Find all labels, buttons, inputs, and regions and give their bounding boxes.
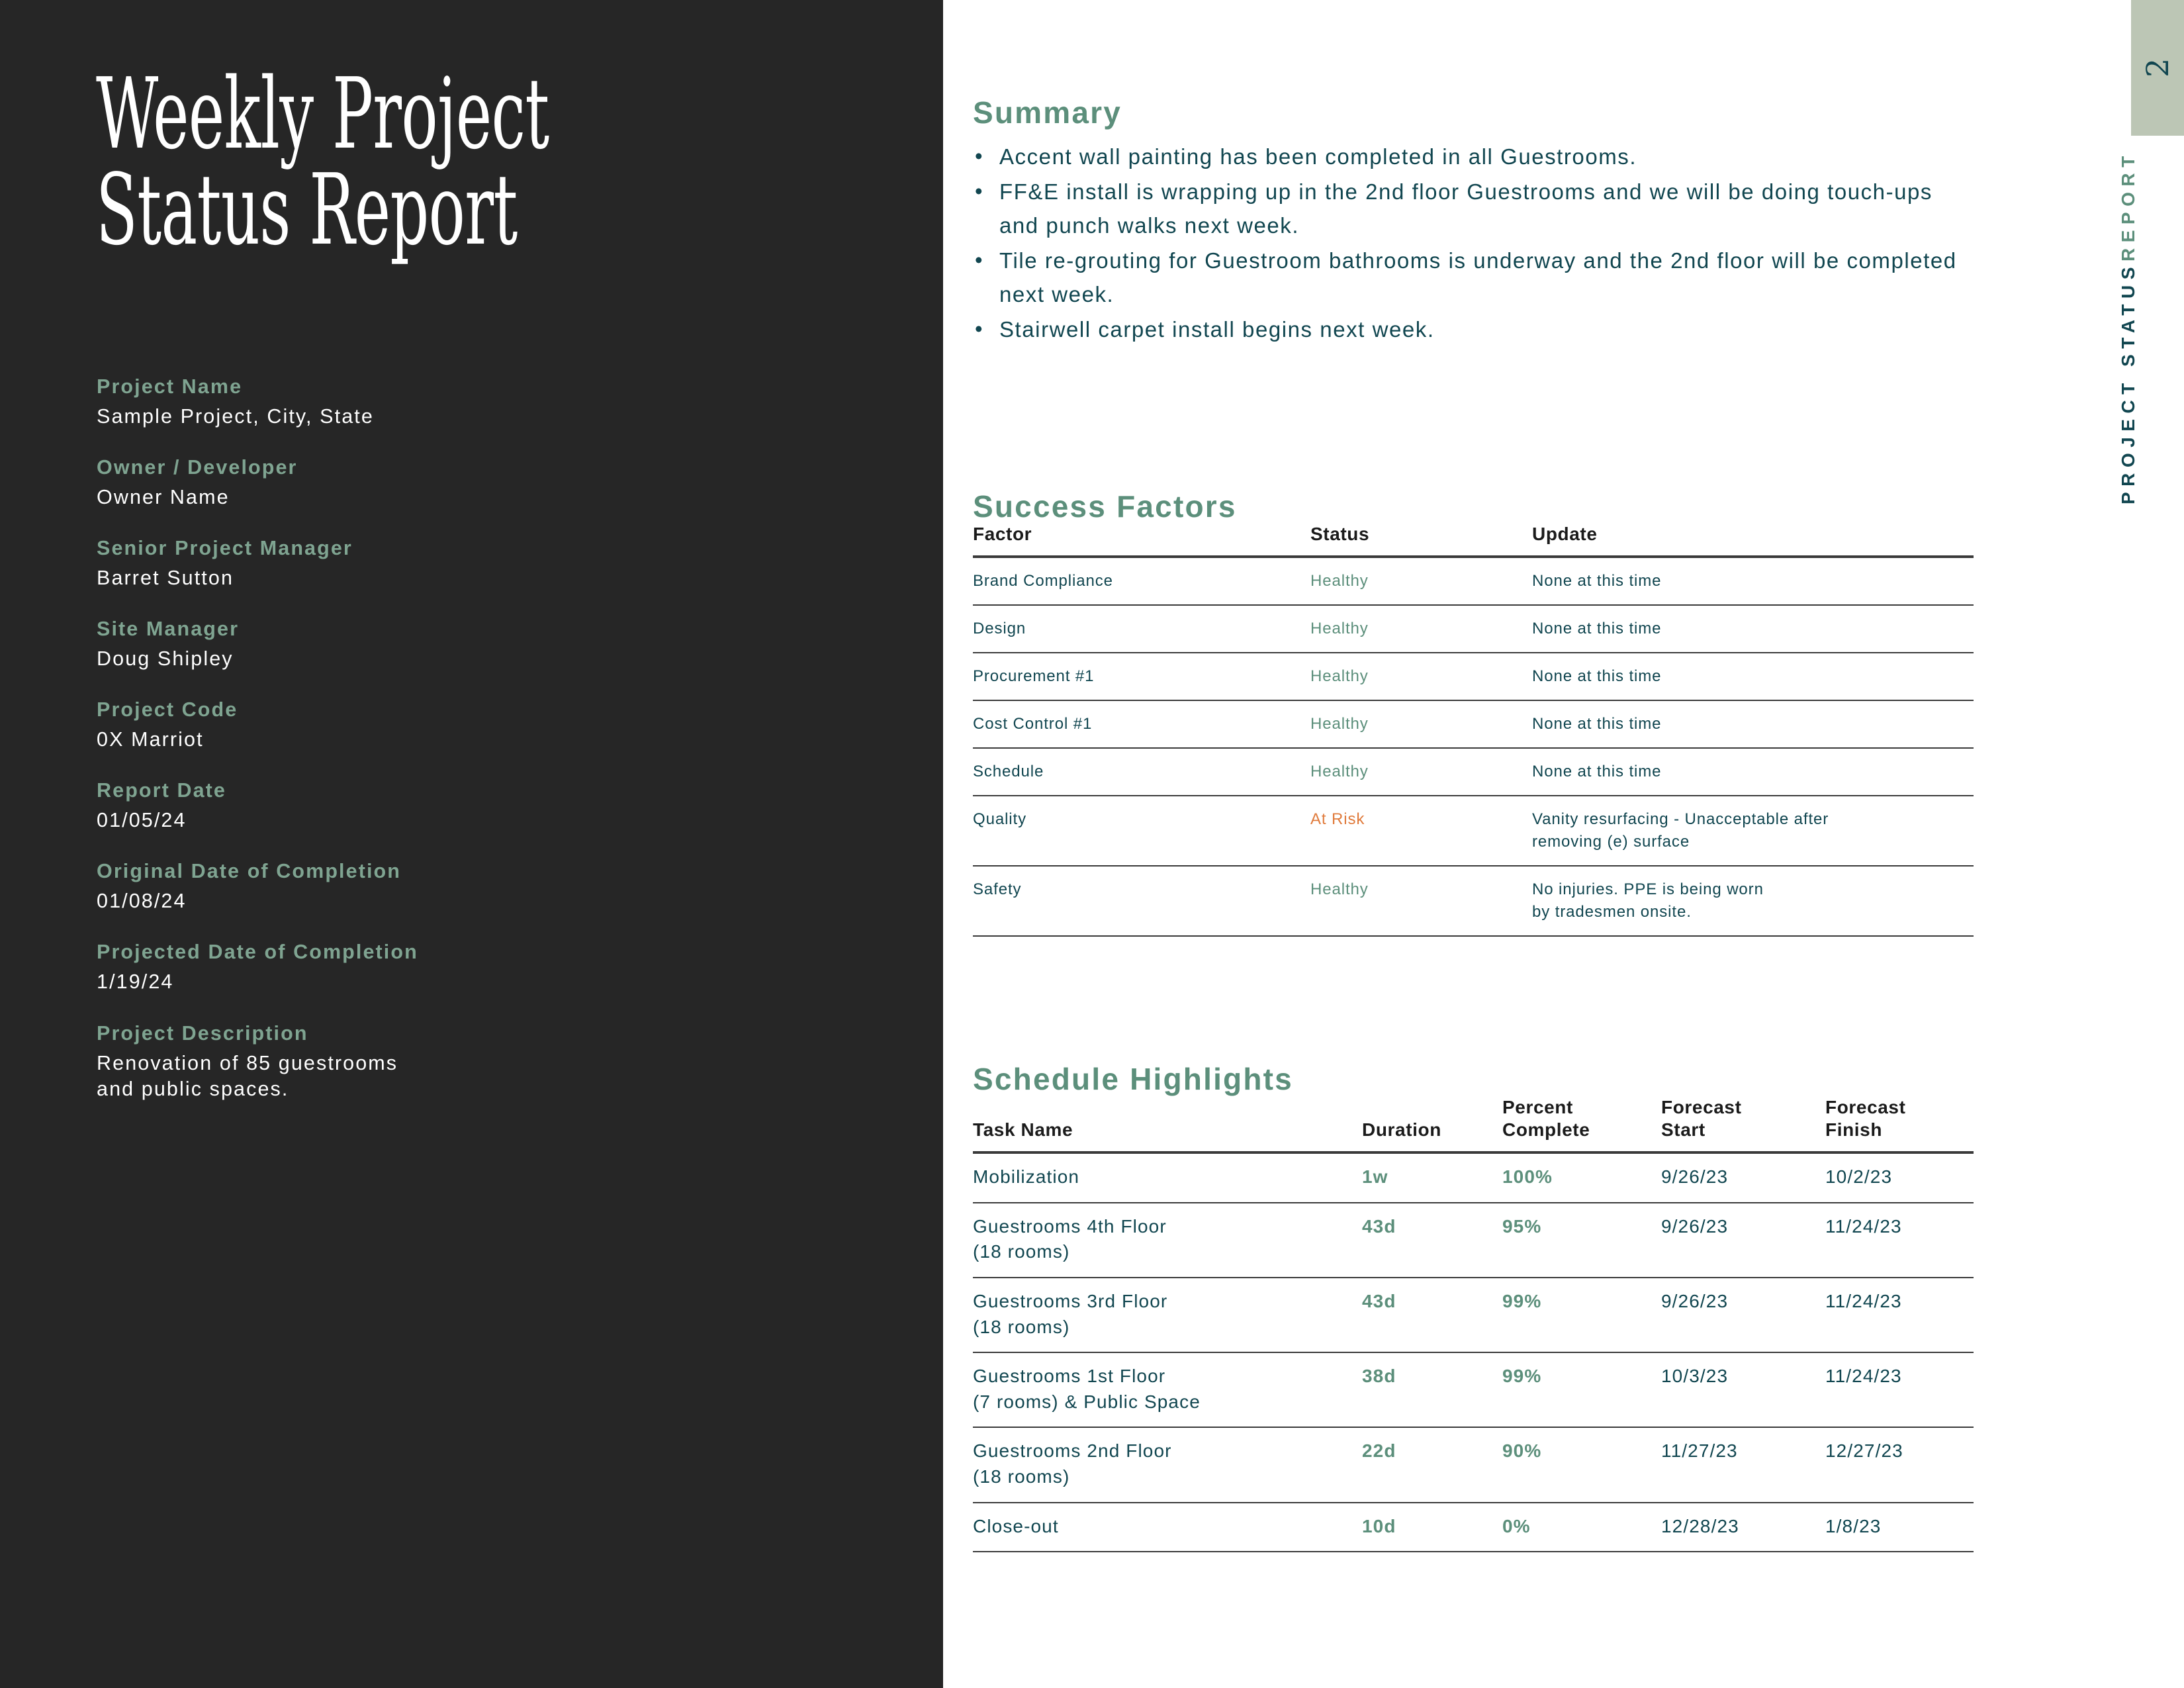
meta-label: Senior Project Manager (97, 537, 353, 560)
meta-value: 01/05/24 (97, 809, 187, 832)
table-row (973, 557, 1974, 605)
page-title-line-1: Weekly Project (96, 57, 549, 171)
cell-task-name (973, 1352, 1362, 1427)
cell-factor: Cost Control #1 (973, 700, 1310, 748)
column-header-percent-complete (1502, 1096, 1661, 1152)
table-row (973, 1503, 1974, 1552)
cell-percent-complete: 90% (1502, 1427, 1661, 1502)
column-header-line-2: Finish (1825, 1119, 1883, 1141)
meta-value-line-1: Renovation of 85 guestrooms (97, 1051, 398, 1074)
cell-update (1532, 866, 1974, 936)
list-item-text: Stairwell carpet install begins next week. (999, 317, 1435, 342)
meta-field-site-manager (97, 616, 851, 672)
list-item (973, 140, 1979, 173)
meta-value (97, 1051, 851, 1102)
cell-forecast-start: 11/27/23 (1661, 1427, 1825, 1502)
cell-task-line-2: (18 rooms) (973, 1316, 1070, 1337)
table-row (973, 1278, 1974, 1352)
meta-value: Doug Shipley (97, 647, 234, 671)
status-badge: Healthy (1310, 700, 1532, 748)
column-header-update: Update (1532, 524, 1974, 557)
cell-update-line-1: None at this time (1532, 571, 1662, 590)
column-header-line-1: Forecast (1661, 1096, 1742, 1117)
meta-label: Projected Date of Completion (97, 941, 418, 964)
project-meta-list (97, 374, 851, 1127)
cell-update-line-2: removing (e) surface (1532, 833, 1690, 851)
schedule-highlights-section (973, 1062, 1979, 1552)
rail-label-green: REPORT (2118, 150, 2138, 262)
cell-percent-complete: 99% (1502, 1278, 1661, 1352)
report-content (973, 0, 1979, 1688)
cell-update-line-1: No injuries. PPE is being worn (1532, 880, 1764, 899)
cell-task-name (973, 1152, 1362, 1203)
meta-label: Report Date (97, 779, 226, 802)
cell-duration: 38d (1362, 1352, 1502, 1427)
page-rail (2118, 0, 2184, 1688)
meta-label: Owner / Developer (97, 456, 298, 479)
cell-percent-complete: 95% (1502, 1203, 1661, 1278)
meta-value: Sample Project, City, State (97, 405, 374, 428)
meta-field-report-date (97, 778, 851, 833)
column-header-status: Status (1310, 524, 1532, 557)
column-header-line-2: Complete (1502, 1119, 1590, 1141)
meta-label: Project Description (97, 1021, 308, 1045)
cell-forecast-finish: 10/2/23 (1825, 1152, 1974, 1203)
table-row (973, 653, 1974, 700)
cell-duration: 10d (1362, 1503, 1502, 1552)
table-row (973, 748, 1974, 796)
meta-label: Project Name (97, 375, 243, 398)
table-row (973, 866, 1974, 936)
cell-forecast-finish: 12/27/23 (1825, 1427, 1974, 1502)
cell-forecast-start: 9/26/23 (1661, 1278, 1825, 1352)
table-row (973, 700, 1974, 748)
cell-task-line-2: (18 rooms) (973, 1241, 1070, 1262)
meta-field-original-completion (97, 859, 851, 914)
column-header-line-1: Forecast (1825, 1096, 1906, 1117)
cell-duration: 43d (1362, 1278, 1502, 1352)
meta-value-line-2: and public spaces. (97, 1077, 289, 1100)
status-badge: Healthy (1310, 653, 1532, 700)
cell-forecast-start: 10/3/23 (1661, 1352, 1825, 1427)
cell-task-line-1: Guestrooms 4th Floor (973, 1215, 1167, 1237)
meta-field-owner-developer (97, 455, 851, 510)
table-row (973, 1352, 1974, 1427)
table-row (973, 605, 1974, 653)
cell-task-line-1: Guestrooms 1st Floor (973, 1366, 1166, 1387)
cell-update-line-1: None at this time (1532, 762, 1662, 780)
cell-task-name (973, 1278, 1362, 1352)
table-header-row (973, 1096, 1974, 1152)
table-row (973, 796, 1974, 866)
left-info-panel (0, 0, 943, 1688)
cell-percent-complete: 100% (1502, 1152, 1661, 1203)
page-title (96, 57, 580, 267)
list-item-text: Accent wall painting has been completed in all Guestrooms. (999, 144, 1637, 169)
bullet-icon: • (975, 248, 984, 273)
meta-value: 1/19/24 (97, 970, 174, 994)
cell-forecast-finish: 11/24/23 (1825, 1278, 1974, 1352)
status-badge: Healthy (1310, 748, 1532, 796)
meta-value: Barret Sutton (97, 567, 234, 590)
cell-factor: Brand Compliance (973, 557, 1310, 605)
column-header-line-1: Percent (1502, 1096, 1573, 1117)
column-header-factor: Factor (973, 524, 1310, 557)
schedule-highlights-heading: Schedule Highlights (973, 1062, 1293, 1096)
column-header-forecast-start (1661, 1096, 1825, 1152)
cell-task-name (973, 1503, 1362, 1552)
page-title-line-2: Status Report (96, 153, 518, 267)
list-item-text: FF&E install is wrapping up in the 2nd floor Guestrooms and we will be doing touch-ups and punch walks next week. (999, 179, 1933, 238)
summary-section (973, 96, 1979, 349)
table-row (973, 1427, 1974, 1502)
cell-task-line-1: Close-out (973, 1515, 1059, 1536)
cell-task-line-2: (7 rooms) & Public Space (973, 1391, 1201, 1412)
cell-task-line-1: Guestrooms 3rd Floor (973, 1290, 1168, 1311)
list-item (973, 244, 1979, 311)
column-header-duration: Duration (1362, 1096, 1502, 1152)
summary-heading: Summary (973, 95, 1122, 130)
cell-forecast-finish: 1/8/23 (1825, 1503, 1974, 1552)
status-badge: Healthy (1310, 557, 1532, 605)
meta-label: Original Date of Completion (97, 860, 401, 883)
bullet-icon: • (975, 179, 984, 204)
status-badge: Healthy (1310, 866, 1532, 936)
status-badge: Healthy (1310, 605, 1532, 653)
column-header-task-name: Task Name (973, 1096, 1362, 1152)
summary-bullet-list (973, 140, 1979, 347)
rail-label (2118, 142, 2184, 513)
meta-label: Site Manager (97, 618, 240, 641)
bullet-icon: • (975, 143, 984, 168)
cell-task-line-1: Mobilization (973, 1166, 1080, 1188)
cell-update (1532, 748, 1974, 796)
rail-label-dark: PROJECT STATUS (2118, 261, 2138, 505)
cell-forecast-start: 12/28/23 (1661, 1503, 1825, 1552)
cell-update-line-1: Vanity resurfacing - Unacceptable after (1532, 810, 1829, 828)
list-item (973, 313, 1979, 346)
meta-field-project-name (97, 374, 851, 430)
meta-field-projected-completion (97, 939, 851, 995)
meta-label: Project Code (97, 698, 238, 722)
list-item (973, 175, 1979, 242)
cell-forecast-start: 9/26/23 (1661, 1152, 1825, 1203)
meta-value: Owner Name (97, 486, 230, 509)
cell-update (1532, 605, 1974, 653)
cell-update (1532, 653, 1974, 700)
cell-update-line-1: None at this time (1532, 619, 1662, 637)
cell-update-line-1: None at this time (1532, 667, 1662, 685)
table-row (973, 1152, 1974, 1203)
meta-field-senior-project-manager (97, 536, 851, 591)
cell-factor: Procurement #1 (973, 653, 1310, 700)
column-header-forecast-finish (1825, 1096, 1974, 1152)
bullet-icon: • (975, 316, 984, 342)
meta-field-project-code (97, 697, 851, 753)
status-badge: At Risk (1310, 796, 1532, 866)
cell-task-line-2: (18 rooms) (973, 1466, 1070, 1487)
cell-update-line-1: None at this time (1532, 714, 1662, 733)
success-factors-table (973, 524, 1974, 937)
cell-task-name (973, 1203, 1362, 1278)
cell-percent-complete: 0% (1502, 1503, 1661, 1552)
cell-factor: Safety (973, 866, 1310, 936)
cell-duration: 43d (1362, 1203, 1502, 1278)
cell-factor: Schedule (973, 748, 1310, 796)
meta-value: 0X Marriot (97, 728, 204, 751)
cell-task-line-1: Guestrooms 2nd Floor (973, 1440, 1172, 1462)
cell-update (1532, 796, 1974, 866)
cell-forecast-finish: 11/24/23 (1825, 1203, 1974, 1278)
table-header-row (973, 524, 1974, 557)
cell-factor: Design (973, 605, 1310, 653)
cell-task-name (973, 1427, 1362, 1502)
meta-field-project-description (97, 1021, 851, 1102)
cell-forecast-finish: 11/24/23 (1825, 1352, 1974, 1427)
column-header-line-2: Start (1661, 1119, 1706, 1141)
cell-update-line-2: by tradesmen onsite. (1532, 903, 1692, 921)
table-row (973, 1203, 1974, 1278)
success-factors-section (973, 490, 1979, 937)
cell-update (1532, 557, 1974, 605)
cell-duration: 1w (1362, 1152, 1502, 1203)
list-item-text: Tile re-grouting for Guestroom bathrooms is underway and the 2nd floor will be completed next week. (999, 248, 1957, 306)
success-factors-heading: Success Factors (973, 489, 1237, 524)
cell-update (1532, 700, 1974, 748)
cell-forecast-start: 9/26/23 (1661, 1203, 1825, 1278)
meta-value: 01/08/24 (97, 890, 187, 913)
cell-duration: 22d (1362, 1427, 1502, 1502)
schedule-highlights-table (973, 1096, 1974, 1553)
cell-factor: Quality (973, 796, 1310, 866)
cell-percent-complete: 99% (1502, 1352, 1661, 1427)
page-number: 2 (2140, 58, 2175, 78)
